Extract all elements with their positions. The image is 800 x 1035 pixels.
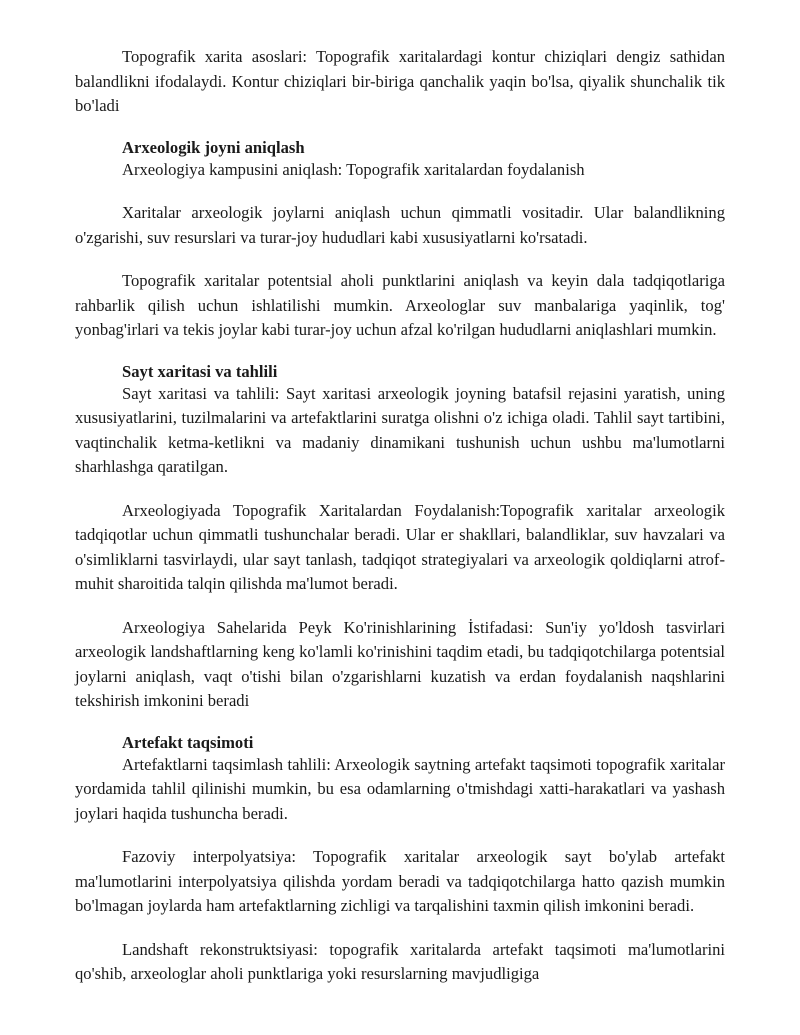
heading-site-mapping: Sayt xaritasi va tahlili [122,361,278,381]
paragraph-satellite-imagery: Arxeologiya Sahelarida Peyk Ko'rinishlarining İstifadasi: Sun'iy yo'ldosh tasvirlari arxeologik landshaftlarning keng ko'lamli ko'rinishini taqdim etadi, bu tadqiqotchilarga potentsial joylarni aniqlash, vaqt o'tishi bilan o'zgarishlarni kuzatish va erdan foydalanish naqshlarini tekshirish imkonini beradi [75,617,725,710]
paragraph-landscape-reconstruction: Landshaft rekonstruktsiyasi: topografik xaritalarda artefakt taqsimoti ma'lumotlarini qo'shib, arxeologlar aholi punktlariga yoki resurslarning mavjudligiga [75,939,725,983]
paragraph-site-subtitle: Arxeologiya kampusini aniqlash: Topografik xaritalardan foydalanish [122,159,585,179]
heading-site-identification: Arxeologik joyni aniqlash [122,137,305,157]
document-page [75,45,725,987]
paragraph-site-mapping: Sayt xaritasi va tahlili: Sayt xaritasi arxeologik joyning batafsil rejasini yaratish, uning xususiyatlarini, tuzilmalarini va artefaktlarini suratga olishni o'z ichiga oladi. Tahlil sayt tartibini, vaqtinchalik ketma-ketlikni va madaniy dinamikani tushunish uchun ushbu ma'lumotlarni sharhlashga qaratilgan. [75,383,725,476]
paragraph-settlements: Topografik xaritalar potentsial aholi punktlarini aniqlash va keyin dala tadqiqotlariga rahbarlik qilish uchun ishlatilishi mumkin. Arxeologlar suv manbalariga yaqinlik, tog' yonbag'irlari va tekis joylar kabi turar-joy uchun afzal ko'rilgan hududlarni aniqlashlari mumkin. [75,271,725,339]
paragraph-artifact-analysis: Artefaktlarni taqsimlash tahlili: Arxeologik saytning artefakt taqsimoti topografik xaritalar yordamida tahlil qilinishi mumkin, bu esa odamlarning o'tmishdagi xatti-harakatlari va yashash joylari haqida tushuncha beradi. [75,754,725,823]
paragraph-maps-tool: Xaritalar arxeologik joylarni aniqlash uchun qimmatli vositadir. Ular balandlikning o'zgarishi, suv resurslari va turar-joy hududlari kabi xususiyatlarni ko'rsatadi. [75,203,725,247]
paragraph-topographic-basics: Topografik xarita asoslari: Topografik xaritalardagi kontur chiziqlari dengiz sathidan balandlikni ifodalaydi. Kontur chiziqlari bir-biriga qanchalik yaqin bo'lsa, qiyalik shunchalik tik bo'ladi [75,47,725,115]
heading-artifact-distribution: Artefakt taqsimoti [122,732,254,752]
paragraph-spatial-interpolation: Fazoviy interpolyatsiya: Topografik xaritalar arxeologik sayt bo'ylab artefakt ma'lumotlarini interpolyatsiya qilishda yordam beradi va tadqiqotchilarga hatto qazish mumkin bo'lmagan joylarda ham artefaktlarning zichligi va tarqalishini taxmin qilish imkonini beradi. [75,847,725,915]
paragraph-topographic-use: Arxeologiyada Topografik Xaritalardan Foydalanish:Topografik xaritalar arxeologik tadqiqotlar uchun qimmatli tushunchalar beradi. Ular er shakllari, balandliklar, suv havzalari va o'simliklarni tasvirlaydi, ular sayt tanlash, tadqiqot strategiyalari va arxeologik qoldiqlarni atrof-muhit sharoitida talqin qilishda ma'lumot beradi. [75,500,725,593]
